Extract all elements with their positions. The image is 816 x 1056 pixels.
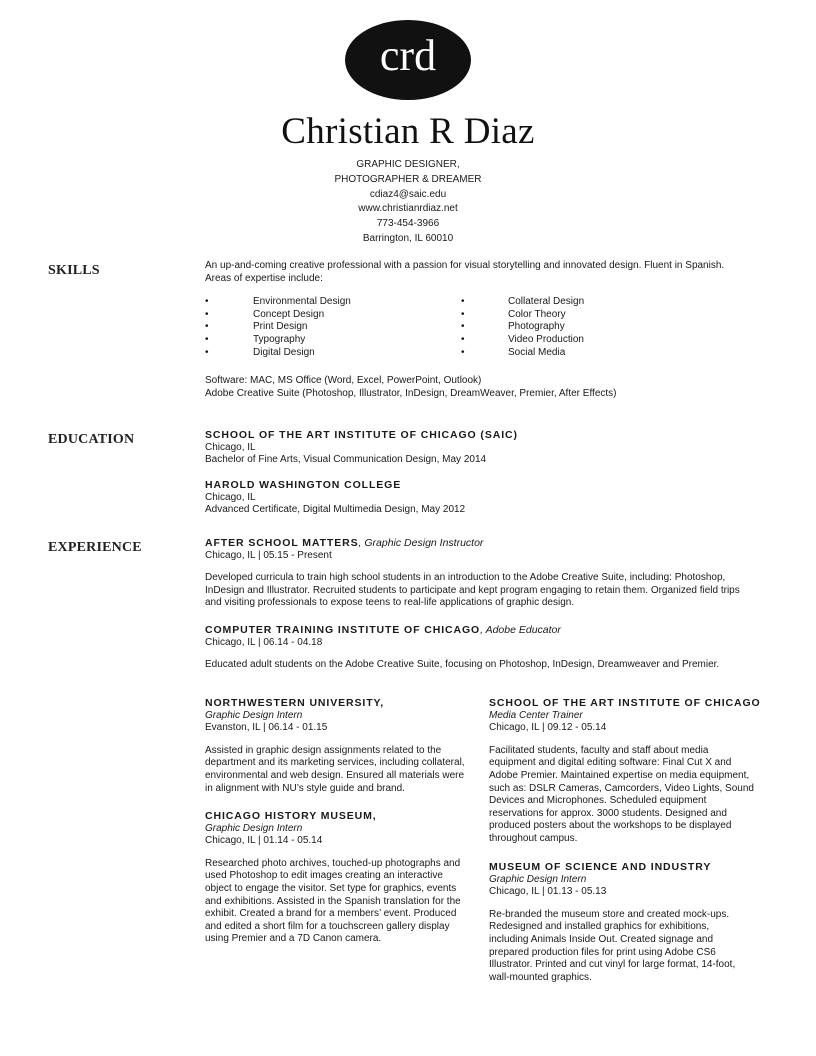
job-org-line — [205, 624, 750, 637]
bullet: • — [461, 346, 465, 358]
job-entry — [205, 624, 750, 672]
job-dates: Chicago, IL | 01.13 - 05.13 — [489, 886, 607, 898]
skill-item: Collateral Design — [508, 296, 585, 308]
skills-intro: An up-and-coming creative professional with a passion for visual storytelling and innovated design. Fluent in Spanish. Areas of expertise include: — [205, 260, 725, 284]
skills-list — [205, 296, 750, 359]
job-org: NORTHWESTERN UNIVERSITY, — [205, 697, 385, 709]
skill-row — [205, 296, 750, 309]
job-role: Media Center Trainer — [489, 709, 583, 721]
job-dates: Chicago, IL | 05.15 - Present — [205, 549, 332, 561]
skill-item: Environmental Design — [253, 296, 351, 308]
job-sep: , — [480, 624, 486, 636]
logo-text: crd — [379, 31, 437, 80]
job-entry — [205, 537, 750, 610]
bullet: • — [461, 321, 465, 333]
skills-section — [205, 260, 750, 400]
candidate-name: Christian R Diaz — [281, 111, 535, 152]
job-entry — [489, 861, 751, 984]
bullet: • — [205, 333, 209, 345]
job-description: Developed curricula to train high school students in an introduction to the Adobe Creative Suite, including: Photoshop, InDesign and Illustrator. Recruited students to participate and kept program engaging to retain them. Organized field trips and visiting professionals to expose teens to real-life applications of graphic design. — [205, 572, 740, 609]
skill-item: Color Theory — [508, 308, 566, 320]
skill-row — [205, 309, 750, 322]
job-org: COMPUTER TRAINING INSTITUTE OF CHICAGO — [205, 624, 481, 636]
title-line-1: GRAPHIC DESIGNER, — [356, 159, 460, 170]
education-heading: EDUCATION — [48, 432, 135, 447]
adobe-line: Adobe Creative Suite (Photoshop, Illustrator, InDesign, DreamWeaver, Premier, After Effects) — [205, 387, 617, 399]
contact-block — [258, 158, 558, 247]
job-dates: Chicago, IL | 01.14 - 05.14 — [205, 835, 323, 847]
skill-item: Digital Design — [253, 346, 315, 358]
skill-row — [205, 334, 750, 347]
address: Barrington, IL 60010 — [362, 232, 454, 244]
job-role: Graphic Design Intern — [205, 822, 303, 834]
bullet: • — [461, 333, 465, 345]
software-line: Software: MAC, MS Office (Word, Excel, PowerPoint, Outlook) — [205, 375, 482, 387]
bullet: • — [205, 308, 209, 320]
skill-item: Video Production — [508, 333, 584, 345]
phone: 773-454-3966 — [376, 218, 440, 230]
job-org: SCHOOL OF THE ART INSTITUTE OF CHICAGO — [489, 697, 761, 709]
skill-item: Concept Design — [253, 308, 325, 320]
job-role: Adobe Educator — [485, 624, 561, 636]
bullet: • — [461, 308, 465, 320]
job-sep: , — [358, 537, 365, 549]
job-description: Assisted in graphic design assignments related to the department and its marketing services, including collateral, environmental and web design. Ensured all materials were in alignment with NU’s style guide and brand. — [205, 744, 465, 794]
skill-item: Typography — [253, 333, 306, 345]
bullet: • — [461, 296, 465, 308]
job-entry — [489, 697, 761, 846]
job-role: Graphic Design Intern — [489, 873, 587, 885]
education-entry — [205, 429, 750, 467]
job-org: AFTER SCHOOL MATTERS — [205, 537, 359, 549]
skill-row — [205, 347, 750, 360]
school-name: HAROLD WASHINGTON COLLEGE — [205, 479, 402, 491]
school-degree: Advanced Certificate, Digital Multimedia Design, May 2012 — [205, 504, 466, 516]
email[interactable]: cdiaz4@saic.edu — [369, 188, 447, 200]
bullet: • — [205, 321, 209, 333]
job-entry — [205, 810, 467, 946]
job-description: Re-branded the museum store and created mock-ups. Redesigned and installed graphics for exhibitions, including Animals Inside Out. Created signage and prepared production files for print using Adobe CS6 Illustrator. Printed and cut vinyl for large format, 14-foot, wall-mounted graphics. — [489, 908, 736, 983]
bullet: • — [205, 296, 209, 308]
job-dates: Evanston, IL | 06.14 - 01.15 — [205, 722, 328, 734]
job-role: Graphic Design Instructor — [364, 537, 484, 549]
job-org: CHICAGO HISTORY MUSEUM, — [205, 810, 377, 822]
school-name: SCHOOL OF THE ART INSTITUTE OF CHICAGO (SAIC) — [205, 429, 518, 441]
job-dates: Chicago, IL | 09.12 - 05.14 — [489, 722, 607, 734]
website[interactable]: www.christianrdiaz.net — [358, 203, 458, 215]
job-entry — [205, 697, 467, 795]
experience-heading: EXPERIENCE — [48, 540, 142, 555]
skill-row — [205, 321, 750, 334]
bullet: • — [205, 346, 209, 358]
logo-badge — [345, 20, 471, 100]
job-role: Graphic Design Intern — [205, 709, 303, 721]
skills-heading: SKILLS — [48, 263, 100, 278]
skill-item: Photography — [508, 321, 565, 333]
title-line-2: PHOTOGRAPHER & DREAMER — [334, 173, 482, 185]
job-description: Researched photo archives, touched-up photographs and used Photoshop to edit images creating an interactive object to engage the visitor. Set type for graphics, events and exhibitions. Assisted in the Spanish translation for the exhibit. Created a brand for a members’ event. Produced and edited a short film for a touchscreen gallery display using Premier and a 7D Canon camera. — [205, 857, 461, 945]
job-description: Educated adult students on the Adobe Creative Suite, focusing on Photoshop, InDesign, Dreamweaver and Premier. — [205, 659, 720, 671]
school-location: Chicago, IL — [205, 441, 256, 453]
job-description: Facilitated students, faculty and staff about media equipment and digital editing software: Final Cut X and Adobe Premier. Maintained expertise on media equipment, such as: DSLR Cameras, Camcorders, Video Lights, Sound Devices and Microphones. Scheduled equipment reservations for approx. 3000 students. Designed and produced posters about the workshops to be displayed throughout campus. — [489, 744, 754, 844]
school-location: Chicago, IL — [205, 491, 256, 503]
skill-item: Print Design — [253, 321, 308, 333]
job-org-line — [205, 537, 750, 550]
skill-item: Social Media — [508, 346, 566, 358]
job-org: MUSEUM OF SCIENCE AND INDUSTRY — [489, 861, 712, 873]
job-dates: Chicago, IL | 06.14 - 04.18 — [205, 636, 323, 648]
education-entry — [205, 479, 750, 517]
school-degree: Bachelor of Fine Arts, Visual Communication Design, May 2014 — [205, 454, 487, 466]
